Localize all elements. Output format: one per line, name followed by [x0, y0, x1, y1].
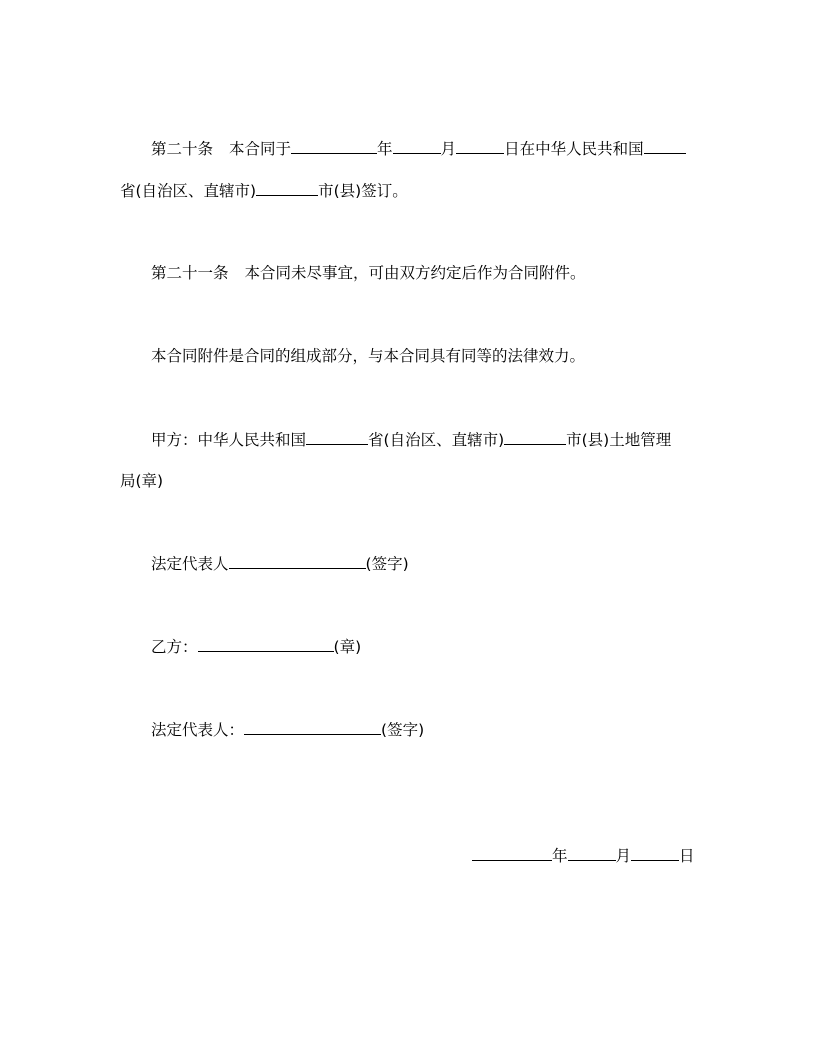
month-blank[interactable]: [393, 138, 441, 154]
party-a-prefix: 甲方：中华人民共和国: [151, 431, 307, 449]
rep-b-suffix: (签字): [381, 721, 425, 739]
article-21-label: 第二十一条: [151, 264, 229, 282]
year-label: 年: [377, 140, 393, 158]
date-year-label: 年: [552, 847, 568, 865]
article-21-text: 本合同未尽事宜，可由双方约定后作为合同附件。: [244, 264, 586, 282]
article-20-label: 第二十条: [151, 140, 214, 158]
appendix-note-text: 本合同附件是合同的组成部分，与本合同具有同等的法律效力。: [151, 347, 586, 365]
party-a-province-blank[interactable]: [306, 429, 368, 445]
party-a-line-2: [120, 471, 163, 491]
rep-b-label: 法定代表人：: [151, 721, 245, 739]
city-signed-text: 市(县)签订。: [318, 182, 408, 200]
rep-a-label: 法定代表人: [151, 555, 229, 573]
date-month-label: 月: [615, 847, 632, 865]
day-country-text: 日在中华人民共和国: [504, 140, 644, 158]
date-year-blank[interactable]: [472, 845, 552, 861]
article-21: [151, 263, 586, 283]
party-a-seal-text: 局(章): [120, 472, 164, 490]
article-20-intro: 本合同于: [229, 140, 292, 158]
province-blank-start[interactable]: [644, 138, 686, 154]
date-day-label: 日: [679, 847, 695, 865]
day-blank[interactable]: [456, 138, 504, 154]
party-b-label: 乙方：: [151, 638, 198, 656]
year-blank[interactable]: [291, 138, 377, 154]
rep-b-signature-blank[interactable]: [244, 719, 381, 735]
party-b-line: [151, 636, 361, 657]
appendix-note: [151, 346, 585, 366]
date-day-blank[interactable]: [631, 845, 679, 861]
rep-a-line: [151, 553, 409, 574]
party-a-city-label: 市(县)土地管理: [566, 431, 672, 449]
date-month-blank[interactable]: [568, 845, 616, 861]
rep-a-signature-blank[interactable]: [229, 553, 366, 569]
party-a-province-label: 省(自治区、直辖市): [368, 431, 505, 449]
month-label: 月: [440, 140, 457, 158]
rep-b-line: [151, 719, 424, 740]
party-a-city-blank[interactable]: [504, 429, 566, 445]
party-b-suffix: (章): [333, 638, 362, 656]
city-blank[interactable]: [256, 180, 318, 196]
party-b-name-blank[interactable]: [198, 636, 334, 652]
rep-a-suffix: (签字): [365, 555, 409, 573]
date-line: [472, 845, 695, 866]
article-20-line-1: [151, 138, 686, 159]
article-20-line-2: [120, 180, 408, 201]
party-a-line-1: [151, 429, 671, 450]
province-label: 省(自治区、直辖市): [120, 182, 257, 200]
